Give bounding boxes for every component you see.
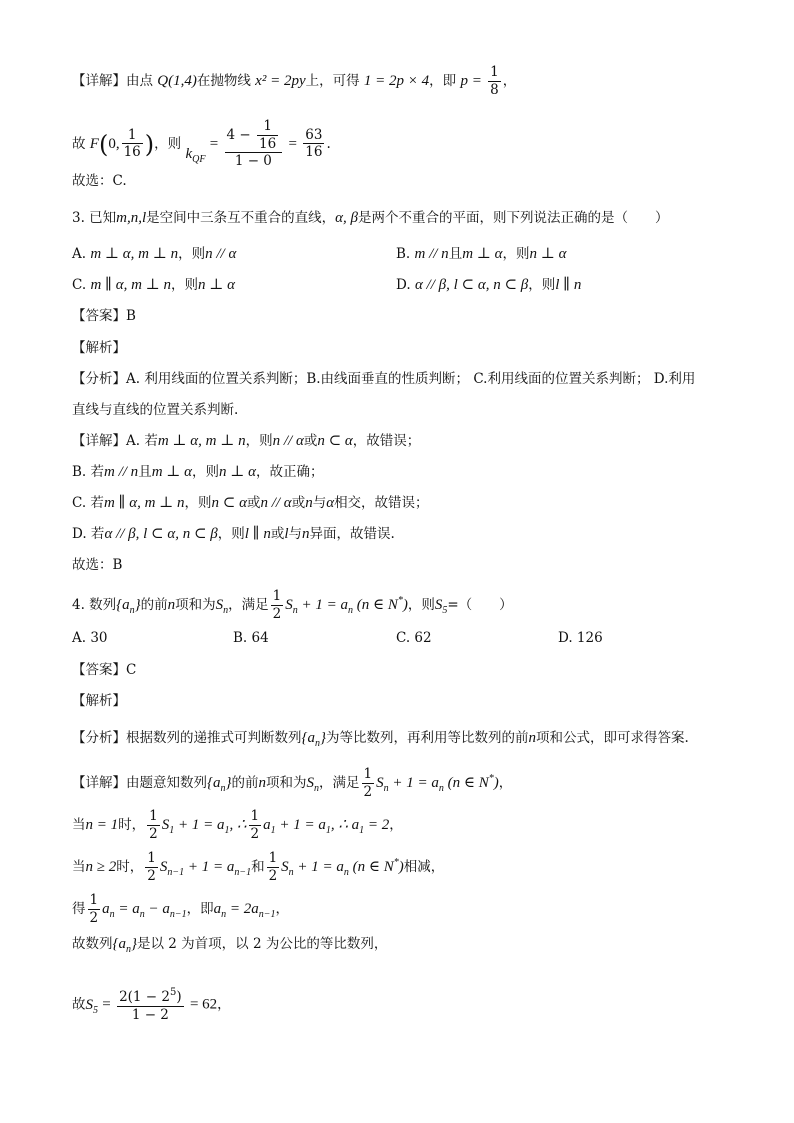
compound-fraction: 4 − $\frac{1}{16}$ 1 − 0 <box>225 120 283 169</box>
text: . <box>326 135 331 152</box>
q3-detail-b: B. 若m // n且m ⊥ α，则n ⊥ α，故正确； <box>72 464 324 480</box>
text: 由点 <box>126 73 153 89</box>
q3-analysis-heading: 【解析】 <box>72 340 126 356</box>
q4-analysis-heading: 【解析】 <box>72 693 126 709</box>
q3-analysis-1: 【分析】A. 利用线面的位置关系判断；B.由线面垂直的性质判断； C.利用线面的位置关系判断； D.利用 <box>72 371 696 387</box>
q3-detail-d: D. 若α // β, l ⊂ α, n ⊂ β，则l ∥ n或l与n异面，故错误. <box>72 526 395 542</box>
q4-detail-4: 得 $\frac{1}{2}$ $a_n = a_n - a_{n-1}$，即$a_n = 2a_{n-1}$， <box>72 892 289 926</box>
q3-stem <box>72 208 669 228</box>
math: 1 = 2p × 4 <box>363 73 430 89</box>
fraction: $\frac{1}{8}$ <box>490 64 499 98</box>
fraction: $\frac{63}{16}$ <box>305 126 323 161</box>
q4-detail-3: 当n ≥ 2时， $\frac{1}{2}$ $S_{n-1} + 1 = a_{n-1}$和 $\frac{1}{2}$ $S_n + 1 = a_n$ (n ∈ N*)相减， <box>72 850 445 884</box>
q4-detail-5: 故数列$\{a_n\}$是以 2 为首项，以 2 为公比的等比数列， <box>72 936 388 955</box>
q4-option-c: C. 62 <box>396 630 432 646</box>
choose-line-1: 故选：C. <box>72 173 127 189</box>
text: 故 <box>72 135 86 152</box>
q3-analysis-2: 直线与直线的位置关系判断. <box>72 402 239 418</box>
text: ，即 <box>429 73 457 89</box>
text: 上，可得 <box>305 73 360 89</box>
math: α, β <box>335 210 359 226</box>
math: F <box>89 135 99 152</box>
paren: ) <box>144 130 155 159</box>
detail-tag: 【详解】 <box>72 73 126 89</box>
q3-option-a: A. m ⊥ α, m ⊥ n，则n // α <box>72 246 237 262</box>
q3-option-c: C. m ∥ α, m ⊥ n，则n ⊥ α <box>72 277 235 293</box>
detail-line-2 <box>72 120 331 170</box>
text: 是两个不重合的平面，则下列说法正确的是（ ） <box>358 210 669 226</box>
q4-stem: 4. 数列$\{a_n\}$的前n项和为$S_n$，满足 $\frac{1}{2}$ $S_n + 1 = a_n$ (n ∈ N*)，则$S_5=$（ ） <box>72 588 513 622</box>
q3-answer: 【答案】B <box>72 308 136 324</box>
math: x² = 2py <box>255 73 306 89</box>
text: ，则 <box>154 135 182 152</box>
text: 3. 已知 <box>72 210 117 226</box>
text: 在抛物线 <box>196 73 251 89</box>
q3-choose: 故选：B <box>72 557 123 573</box>
q3-option-d: D. α // β, l ⊂ α, n ⊂ β，则l ∥ n <box>396 277 582 293</box>
math: 0, <box>108 135 120 152</box>
detail-line-1 <box>72 66 516 97</box>
q4-analysis-1: 【分析】根据数列的递推式可判断数列$\{a_n\}$为等比数列，再利用等比数列的前n项和公式，即可求得答案. <box>72 730 689 749</box>
q4-answer: 【答案】C <box>72 662 137 678</box>
slope-symbol: $k_{QF}$ <box>185 145 206 165</box>
fraction: $\frac{2(1 - 2^5)}{1 - 2}$ <box>119 987 182 1023</box>
math: m,n,l <box>116 210 147 226</box>
q4-option-a: A. 30 <box>72 630 108 646</box>
text: ， <box>502 73 517 89</box>
q3-detail-c: C. 若m ∥ α, m ⊥ n，则n ⊂ α或n // α或n与α相交，故错误； <box>72 495 429 511</box>
q3-option-b: B. m // n且m ⊥ α，则n ⊥ α <box>396 246 567 262</box>
q3-detail-a: 【详解】A. 若m ⊥ α, m ⊥ n，则n // α或n ⊂ α，故错误； <box>72 433 421 449</box>
math: = <box>288 135 297 152</box>
text: 是空间中三条互不重合的直线， <box>146 210 336 226</box>
paren: ( <box>98 130 109 159</box>
q4-detail-2: 当n = 1时， $\frac{1}{2}$ $S_1 + 1 = a_1$, ∴ $\frac{1}{2}$ $a_1 + 1 = a_1$, ∴ $a_1 = 2$， <box>72 808 403 842</box>
math: p = <box>460 73 482 89</box>
math: = <box>209 135 219 152</box>
q4-option-d: D. 126 <box>558 630 603 646</box>
q4-detail-6: 故$S_5$ = $\frac{2(1 - 2^5)}{1 - 2}$ = 62， <box>72 987 231 1023</box>
math: Q(1,4) <box>157 73 197 89</box>
q4-detail-1: 【详解】由题意知数列$\{a_n\}$的前n项和为$S_n$，满足 $\frac{1}{2}$ $S_n + 1 = a_n$ (n ∈ N*)， <box>72 766 513 800</box>
fraction: $\frac{1}{16}$ <box>123 126 141 161</box>
q4-option-b: B. 64 <box>233 630 269 646</box>
